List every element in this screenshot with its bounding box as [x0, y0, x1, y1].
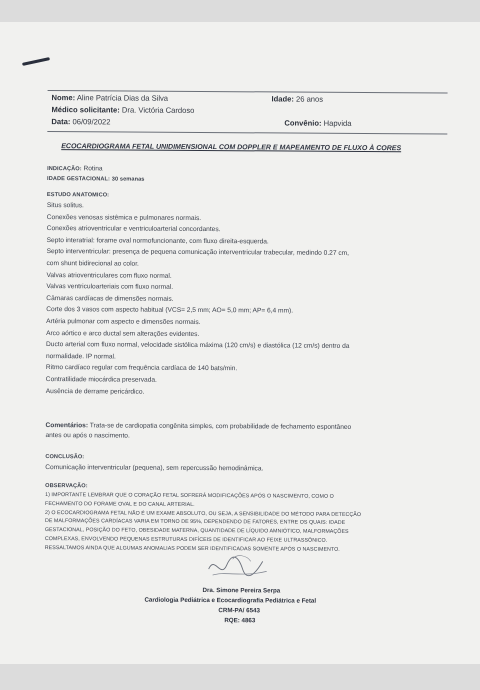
indication-row [47, 165, 103, 172]
study-line: Valvas ventriculoarteriais com fluxo normal. [46, 283, 174, 292]
date-value: 06/09/2022 [72, 117, 111, 127]
study-line: Conexões atrioventricular e ventriculoarterial concordantes. [46, 225, 221, 234]
pen-mark [22, 57, 50, 66]
observation-line: DE MALFORMAÇÕES CARDÍACAS VARIA EM TORNO DE 95%, DEPENDENDO DE FATORES, ENTRE OS QUAIS: IDADE [44, 518, 346, 527]
study-line: Câmaras cardíacas de dimensões normais. [46, 294, 174, 303]
gestational-age-row [47, 175, 145, 183]
observation-label: OBSERVAÇÃO: [45, 483, 88, 490]
observation-line: RESSALTAMOS AINDA QUE ALGUMAS ANOMALIAS PODEM SER IDENTIFICADAS SOMENTE APÓS O NASCIMENTO. [44, 544, 340, 553]
report-content [40, 22, 452, 625]
study-line: Ritmo cardíaco regular com frequência cardíaca de 140 bats/min. [45, 364, 238, 373]
study-line: Valvas atrioventriculares com fluxo normal. [46, 271, 172, 280]
age-value: 26 anos [296, 94, 324, 104]
age-label: Idade: [271, 94, 294, 104]
signature-block [144, 545, 347, 656]
conclusion-label: CONCLUSÃO: [45, 454, 85, 461]
age-row [272, 94, 324, 103]
study-line: Conexões venosas sistêmica e pulmonares normais. [46, 213, 202, 222]
doctor-signature-name: Dra. Simone Pereira Serpa [202, 587, 281, 595]
comments-row [46, 422, 352, 431]
signature-scribble [203, 549, 273, 583]
insurance-label: Convênio: [284, 118, 322, 128]
study-line: com shunt bidirecional ao color. [46, 260, 139, 268]
comments-line-2: antes ou após o nascimento. [45, 432, 130, 440]
comments-line-1: Trata-se de cardiopatia congênita simples, com probabilidade de fechamento espontâneo [89, 422, 352, 431]
report-title: ECOCARDIOGRAMA FETAL UNIDIMENSIONAL COM DOPPLER E MAPEAMENTO DE FLUXO À CORES [61, 143, 402, 153]
comments-label: Comentários: [45, 422, 89, 430]
study-line: normalidade. IP normal. [45, 352, 116, 361]
observation-line: COMPLEXAS, ENVOLVENDO PEQUENAS ESTRUTURAS DIFÍCEIS DE IDENTIFICAR AO FEIXE ULTRASSÔNICO. [44, 536, 328, 544]
gestational-age-label: IDADE GESTACIONAL: [47, 176, 110, 183]
observation-line: 1) IMPORTANTE LEMBRAR QUE O CORAÇÃO FETAL SOFRERÁ MODIFICAÇÕES APÓS O NASCIMENTO, COMO O [45, 492, 334, 500]
observation-line: FECHAMENTO DO FORAME OVAL E DO CANAL ARTERIAL. [45, 500, 195, 508]
date-row [51, 117, 110, 126]
doctor-signature-specialty: Cardiologia Pediátrica e Ecocardiografia Pediátrica e Fetal [144, 596, 317, 605]
document-sheet [0, 22, 480, 664]
study-line: Artéria pulmonar com aspecto e dimensões normais. [46, 318, 201, 326]
study-line: Ausência de derrame pericárdico. [45, 387, 145, 396]
patient-name-row [52, 93, 169, 103]
indication-label: INDICAÇÃO: [47, 166, 82, 173]
doctor-signature-crm: CRM-PA/ 6543 [218, 607, 260, 615]
study-line: Contratilidade miocárdica preservada. [45, 376, 157, 384]
doctor-value: Dra. Victória Cardoso [121, 105, 195, 115]
study-line: Arco aórtico e arco ductal sem alterações evidentes. [46, 329, 200, 338]
study-line: Situs solitus. [46, 202, 84, 210]
date-label: Data: [51, 117, 71, 127]
study-line: Septo interatrial: forame oval normofuncionante, com fluxo direita-esquerda. [46, 236, 269, 246]
conclusion-value: Comunicação interventricular (pequena), sem repercussão hemodinâmica. [45, 464, 264, 473]
study-line: Corte dos 3 vasos com aspecto habitual (VCS= 2,5 mm; AO= 5,0 mm; AP= 6,4 mm). [46, 306, 294, 315]
gestational-age-value: 30 semanas [111, 176, 145, 183]
patient-name-label: Nome: [51, 93, 76, 103]
doctor-label: Médico solicitante: [51, 105, 120, 115]
insurance-value: Hapvida [323, 118, 352, 128]
study-line: Ducto arterial com fluxo normal, velocidade sistólica máxima (120 cm/s) e diastólica (12 cm/s) dentro da [46, 341, 350, 351]
study-label: ESTUDO ANATOMICO: [46, 192, 110, 199]
insurance-row [284, 118, 351, 127]
observation-line: 2) O ECOCARDIOGRAMA FETAL NÃO É UM EXAME ABSOLUTO, OU SEJA, A SENSIBILIDADE DO MÉTODO PARA DETECÇÃO [44, 509, 362, 518]
doctor-signature-rqe: RQE: 4863 [224, 617, 256, 625]
indication-value: Rotina [83, 165, 103, 173]
doctor-row [51, 105, 194, 115]
study-line: Septo interventricular: presença de pequena comunicação interventricular trabecular, medindo 0.27 cm, [46, 248, 350, 258]
observation-line: GESTACIONAL, POSIÇÃO DO FETO, OBESIDADE MATERNA, QUANTIDADE DE LÍQUIDO AMNIÓTICO, MALFORMAÇÕES [44, 527, 349, 536]
patient-name-value: Aline Patrícia Dias da Silva [76, 93, 169, 103]
